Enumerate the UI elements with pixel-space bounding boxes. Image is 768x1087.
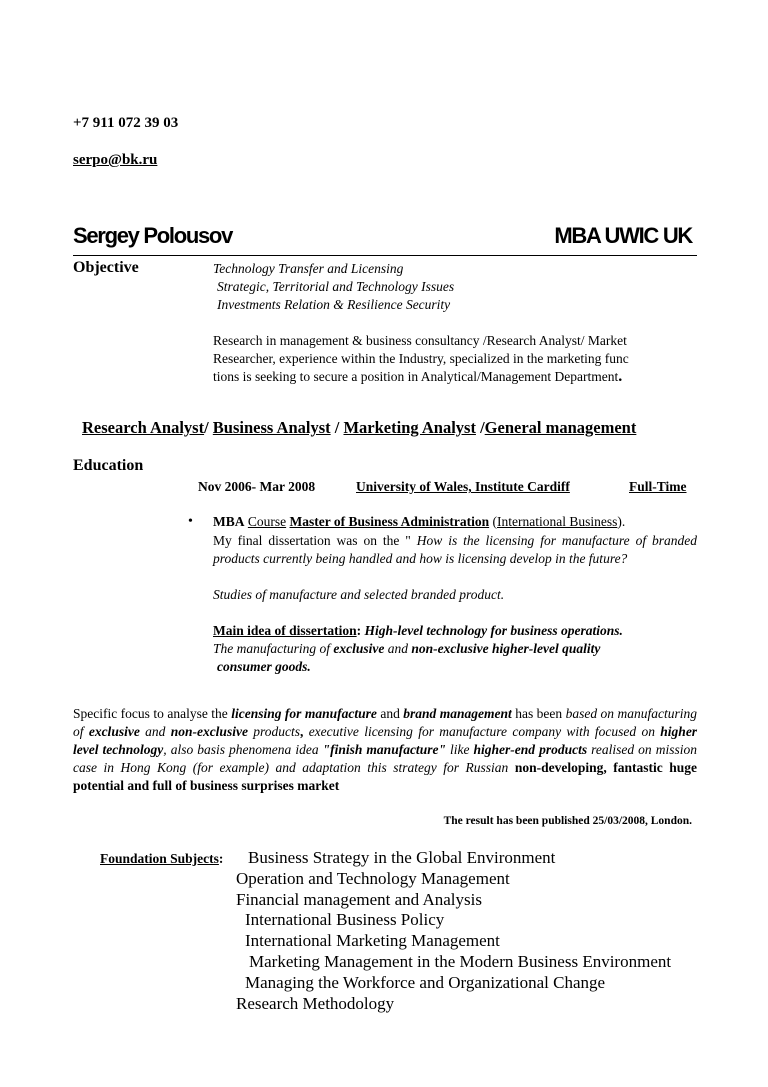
education-mode: Full-Time <box>629 479 687 494</box>
mba-specialization: International Business <box>497 514 618 529</box>
mba-paren: ( <box>492 514 498 529</box>
subject-item: Managing the Workforce and Organizational Change <box>245 973 606 992</box>
focus-paragraph <box>73 705 697 795</box>
mba-paren: ). <box>617 514 626 529</box>
objective-paragraph-line: Researcher, experience within the Industry, specialized in the marketing func <box>213 351 629 366</box>
focus-text: based on manufacturing of <box>73 706 698 739</box>
mba-line <box>213 514 625 530</box>
main-idea-line3: consumer goods. <box>217 659 311 674</box>
objective-paragraph-line: tions is seeking to secure a position in Analytical/Management Department <box>213 369 619 384</box>
objective-period: . <box>618 368 623 385</box>
objective-paragraph-line: Research in management & business consultancy /Research Analyst/ Market <box>213 333 627 348</box>
subject-item: International Business Policy <box>245 910 445 929</box>
objective-paragraph <box>213 332 629 386</box>
result-note: The result has been published 25/03/2008, London. <box>443 815 692 827</box>
main-idea-label: Main idea of dissertation <box>213 623 357 638</box>
focus-text: higher level technology <box>73 724 698 757</box>
role-general-management: General management <box>484 418 637 437</box>
main-idea-text: exclusive <box>333 641 385 656</box>
focus-text: "finish manufacture" <box>322 742 446 757</box>
education-institution: University of Wales, Institute Cardiff <box>356 479 570 494</box>
focus-text: products <box>253 724 300 739</box>
focus-text: higher-end products <box>473 742 588 757</box>
main-idea-text: The manufacturing of <box>213 641 330 656</box>
mba-course: Course <box>247 514 287 529</box>
focus-text: brand management <box>403 706 512 721</box>
focus-text: Specific focus to analyse the <box>73 706 228 721</box>
subject-item: Financial management and Analysis <box>236 890 482 909</box>
role-separator: / <box>330 418 344 437</box>
education-dates: Nov 2006- Mar 2008 <box>198 479 316 494</box>
dissertation-description <box>213 532 697 568</box>
focus-text: non-exclusive <box>170 724 248 739</box>
subject-item: Marketing Management in the Modern Business Environment <box>249 952 672 971</box>
focus-text: executive licensing for manufacture company with focused on <box>308 724 655 739</box>
focus-text: and <box>380 706 400 721</box>
subject-item: Business Strategy in the Global Environment <box>248 848 556 867</box>
role-separator: / <box>204 418 213 437</box>
main-idea-text: non-exclusive higher-level quality <box>411 641 601 656</box>
bullet-icon: • <box>188 514 193 529</box>
education-label: Education <box>73 457 144 474</box>
role-marketing-analyst: Marketing Analyst <box>343 418 476 437</box>
main-idea-text: High-level technology for business operations. <box>364 623 623 638</box>
focus-text: , also basis phenomena idea <box>163 742 319 757</box>
dissertation-topic: How is the licensing for manufacture of branded products currently being handled and how is licensing develop in the future? <box>213 533 698 566</box>
subject-item: International Marketing Management <box>245 931 500 950</box>
subject-item: Research Methodology <box>236 994 395 1013</box>
main-idea-line2 <box>213 641 600 657</box>
main-idea-line <box>213 623 623 639</box>
email-address[interactable]: serpo@bk.ru <box>73 152 158 168</box>
objective-line: Strategic, Territorial and Technology Issues <box>217 279 455 294</box>
focus-text: realised on mission case in Hong Kong (for example) and adaptation this strategy for Russian <box>73 742 697 775</box>
main-idea-colon: : <box>356 623 362 638</box>
objective-label: Objective <box>73 259 139 276</box>
role-research-analyst: Research Analyst <box>82 418 205 437</box>
focus-text: like <box>449 742 470 757</box>
focus-text: non-developing, fantastic huge potential and full of business surprises market <box>73 760 697 793</box>
foundation-colon: : <box>218 851 224 866</box>
studies-line: Studies of manufacture and selected branded product. <box>213 587 505 602</box>
mba-prefix: MBA <box>213 514 245 529</box>
focus-text: and <box>145 724 166 739</box>
objective-line: Technology Transfer and Licensing <box>213 261 404 276</box>
role-business-analyst: Business Analyst <box>212 418 331 437</box>
degree-title: MBA UWIC UK <box>554 223 692 248</box>
header-divider <box>73 255 697 256</box>
foundation-label <box>100 851 223 867</box>
target-roles <box>82 418 636 438</box>
focus-text: has been <box>515 706 563 721</box>
candidate-name: Sergey Polousov <box>73 223 233 248</box>
main-idea-text: and <box>387 641 408 656</box>
dissertation-intro: My final dissertation was on the " <box>213 533 411 548</box>
subject-item: Operation and Technology Management <box>236 869 510 888</box>
mba-title: Master of Business Administration <box>289 514 490 529</box>
phone-number: +7 911 072 39 03 <box>73 115 179 131</box>
role-separator: / <box>475 418 485 437</box>
focus-text: , <box>300 724 304 739</box>
focus-text: licensing for manufacture <box>231 706 377 721</box>
objective-line: Investments Relation & Resilience Security <box>217 297 451 312</box>
foundation-label-text: Foundation Subjects <box>100 851 219 866</box>
focus-text: exclusive <box>88 724 140 739</box>
